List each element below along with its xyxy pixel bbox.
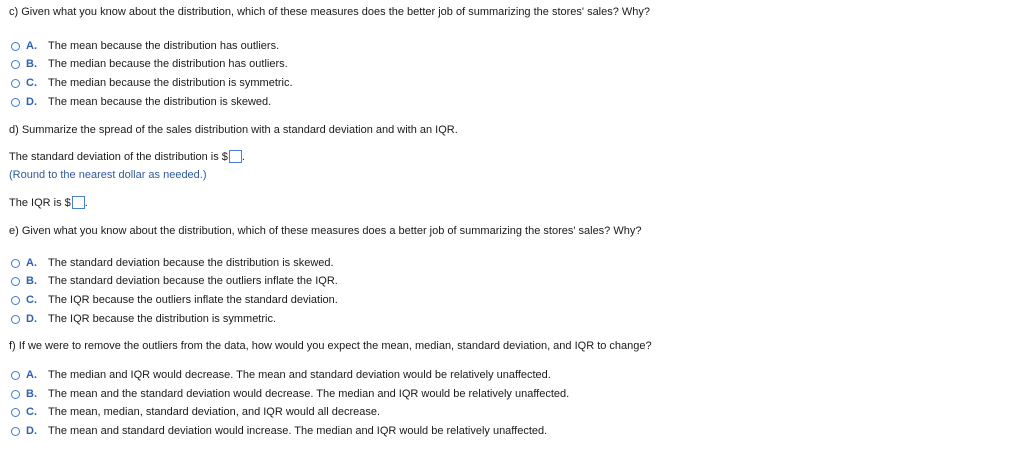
option-text: The median because the distribution has outliers.: [48, 58, 288, 70]
option-e-d[interactable]: [11, 312, 276, 326]
radio-circle-icon[interactable]: [11, 390, 20, 399]
option-e-b[interactable]: [11, 274, 338, 288]
option-text: The mean because the distribution is skewed.: [48, 96, 272, 108]
radio-circle-icon[interactable]: [11, 315, 20, 324]
round-note: (Round to the nearest dollar as needed.): [9, 169, 207, 181]
question-c: c) Given what you know about the distribution, which of these measures does the better job of summarizing the stores' sales? Why?: [9, 6, 651, 18]
option-letter: C.: [26, 406, 37, 418]
option-f-c[interactable]: [11, 405, 380, 419]
option-text: The mean and the standard deviation would decrease. The median and IQR would be relatively unaffected.: [48, 388, 570, 400]
question-e: e) Given what you know about the distribution, which of these measures does a better job of summarizing the stores' sales? Why?: [9, 225, 642, 237]
option-text: The mean because the distribution has outliers.: [48, 40, 280, 52]
radio-circle-icon[interactable]: [11, 42, 20, 51]
option-f-d[interactable]: [11, 424, 547, 438]
option-letter: A.: [26, 40, 37, 52]
radio-circle-icon[interactable]: [11, 427, 20, 436]
option-letter: D.: [26, 313, 37, 325]
option-text: The IQR because the distribution is symmetric.: [48, 313, 277, 325]
option-text: The mean, median, standard deviation, and IQR would all decrease.: [48, 406, 381, 418]
radio-circle-icon[interactable]: [11, 371, 20, 380]
option-e-a[interactable]: [11, 256, 334, 270]
radio-circle-icon[interactable]: [11, 277, 20, 286]
option-letter: D.: [26, 96, 37, 108]
option-text: The median and IQR would decrease. The mean and standard deviation would be relatively unaffected.: [48, 369, 551, 381]
option-text: The median because the distribution is symmetric.: [48, 77, 293, 89]
option-text: The mean and standard deviation would increase. The median and IQR would be relatively unaffected.: [48, 425, 548, 437]
option-c-b[interactable]: [11, 57, 288, 71]
iqr-answer-input[interactable]: [72, 196, 85, 209]
radio-circle-icon[interactable]: [11, 296, 20, 305]
radio-circle-icon[interactable]: [11, 259, 20, 268]
radio-circle-icon[interactable]: [11, 98, 20, 107]
option-letter: A.: [26, 257, 37, 269]
sd-answer-line: [9, 150, 245, 163]
option-c-a[interactable]: [11, 39, 279, 53]
radio-circle-icon[interactable]: [11, 408, 20, 417]
iqr-prefix: The IQR is $: [9, 197, 71, 209]
question-f: f) If we were to remove the outliers from the data, how would you expect the mean, median, standard deviation, and IQR to change?: [9, 340, 652, 352]
iqr-suffix: .: [84, 197, 88, 209]
radio-circle-icon[interactable]: [11, 79, 20, 88]
option-c-c[interactable]: [11, 76, 293, 90]
option-letter: D.: [26, 425, 37, 437]
option-letter: C.: [26, 294, 37, 306]
option-letter: A.: [26, 369, 37, 381]
sd-prefix: The standard deviation of the distribution is $: [9, 151, 228, 163]
iqr-answer-line: [9, 196, 88, 209]
option-text: The IQR because the outliers inflate the standard deviation.: [48, 294, 338, 306]
option-e-c[interactable]: [11, 293, 338, 307]
question-d: d) Summarize the spread of the sales distribution with a standard deviation and with an IQR.: [9, 124, 458, 136]
option-letter: C.: [26, 77, 37, 89]
option-letter: B.: [26, 58, 37, 70]
option-c-d[interactable]: [11, 95, 271, 109]
option-f-b[interactable]: [11, 387, 569, 401]
option-letter: B.: [26, 388, 37, 400]
sd-suffix: .: [241, 151, 245, 163]
option-text: The standard deviation because the outliers inflate the IQR.: [48, 275, 338, 287]
option-f-a[interactable]: [11, 368, 551, 382]
option-text: The standard deviation because the distribution is skewed.: [48, 257, 334, 269]
sd-answer-input[interactable]: [229, 150, 242, 163]
radio-circle-icon[interactable]: [11, 60, 20, 69]
option-letter: B.: [26, 275, 37, 287]
